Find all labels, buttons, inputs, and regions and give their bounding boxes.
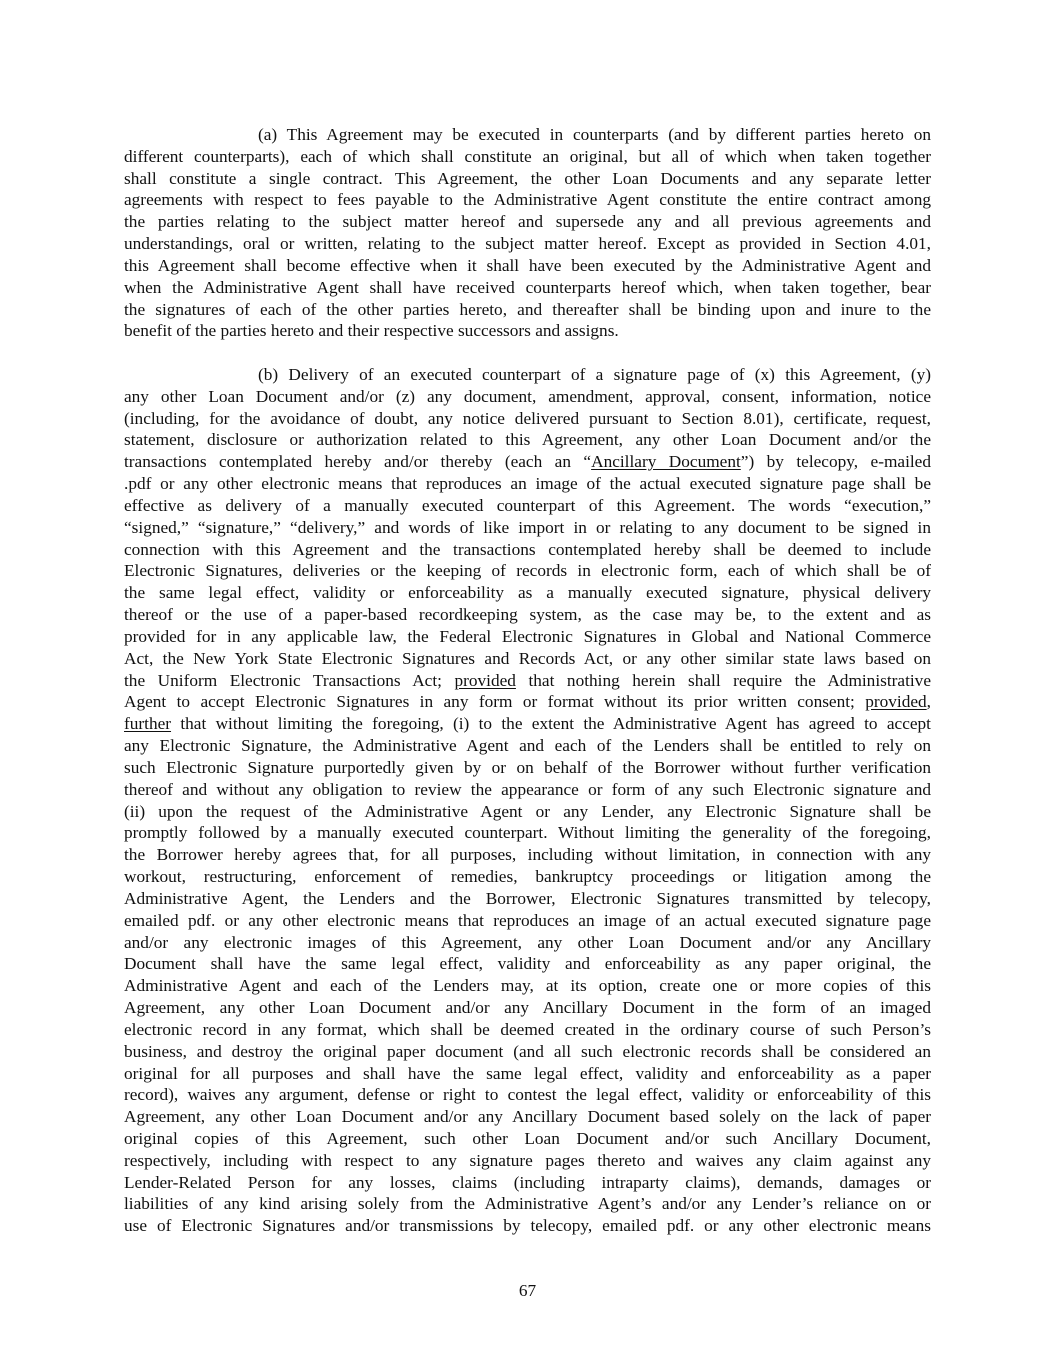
text-line (124, 975, 931, 997)
text-segment: that without limiting the foregoing, (i) to the extent the Administrative Agent has agreed to accept (171, 714, 931, 734)
text-line (124, 1106, 931, 1128)
text-segment: electronic record in any format, which shall be deemed created in the ordinary course of such Person’s (124, 1019, 931, 1039)
text-line (124, 146, 931, 168)
text-segment: any other Loan Document and/or (z) any document, amendment, approval, consent, information, notice (124, 386, 931, 406)
text-line (124, 1193, 931, 1215)
text-segment: business, and destroy the original paper document (and all such electronic records shall be considered an (124, 1041, 931, 1061)
text-line (124, 691, 931, 713)
text-line (124, 670, 931, 692)
text-line (124, 1084, 931, 1106)
text-segment: Administrative Agent and each of the Lenders may, at its option, create one or more copies of this (124, 976, 931, 996)
text-line (124, 822, 931, 844)
text-line (124, 844, 931, 866)
text-segment: Agreement, any other Loan Document and/or any Ancillary Document based solely on the lack of paper (124, 1107, 931, 1127)
underlined-term: provided (865, 692, 927, 712)
underlined-term: further (124, 714, 172, 734)
text-segment: (ii) upon the request of the Administrative Agent or any Lender, any Electronic Signature shall be (124, 801, 931, 821)
text-line (124, 582, 931, 604)
paragraph-a (124, 124, 931, 342)
text-segment: ”) by telecopy, e-mailed (740, 452, 931, 472)
text-segment: (including, for the avoidance of doubt, any notice delivered pursuant to Section 8.01), certificate, request, (124, 408, 931, 428)
text-segment: .pdf or any other electronic means that reproduces an image of the actual executed signature page shall be (124, 474, 931, 494)
text-line (124, 299, 931, 321)
text-segment: that nothing herein shall require the Administrative (515, 670, 931, 690)
text-line (124, 866, 931, 888)
text-line (124, 495, 931, 517)
text-segment: Act, the New York State Electronic Signatures and Records Act, or any other similar state laws based on (124, 648, 931, 668)
text-segment: (a) This Agreement may be executed in counterparts (and by different parties hereto on (258, 125, 931, 144)
text-segment: the same legal effect, validity or enforceability as a manually executed signature, physical delivery (124, 583, 931, 603)
text-segment: Electronic Signatures, deliveries or the keeping of records in electronic form, each of which shall be of (124, 561, 931, 581)
text-segment: Administrative Agent, the Lenders and the Borrower, Electronic Signatures transmitted by telecopy, (124, 888, 931, 908)
text-line (124, 1128, 931, 1150)
text-line (124, 539, 931, 561)
text-segment: and/or any electronic images of this Agreement, any other Loan Document and/or any Ancillary (124, 932, 931, 952)
text-line (124, 757, 931, 779)
text-segment: record), waives any argument, defense or right to contest the legal effect, validity or enforceability of this (124, 1085, 931, 1105)
text-segment: emailed pdf. or any other electronic means that reproduces an image of an actual executed signature page (124, 910, 931, 930)
text-line (124, 735, 931, 757)
text-line (124, 1063, 931, 1085)
text-line (124, 997, 931, 1019)
text-line (124, 277, 931, 299)
text-line (124, 648, 931, 670)
text-segment: different counterparts), each of which shall constitute an original, but all of which when taken together (124, 146, 931, 166)
text-line (124, 168, 931, 190)
text-segment: understandings, oral or written, relating to the subject matter hereof. Except as provided in Section 4.01, (124, 234, 931, 254)
page-number: 67 (518, 1281, 537, 1300)
text-segment: workout, restructuring, enforcement of remedies, bankruptcy proceedings or litigation among the (124, 867, 931, 887)
text-segment: promptly followed by a manually executed counterpart. Without limiting the generality of the foregoing, (124, 823, 931, 843)
text-segment: benefit of the parties hereto and their respective successors and assigns. (124, 321, 619, 341)
text-line (124, 604, 931, 626)
text-segment: this Agreement shall become effective when it shall have been executed by the Administrative Agent and (124, 255, 931, 275)
underlined-term: provided (454, 670, 516, 690)
text-segment: use of Electronic Signatures and/or transmissions by telecopy, emailed pdf. or any other electronic means (124, 1216, 931, 1236)
text-line (124, 1041, 931, 1063)
text-segment: any Electronic Signature, the Administrative Agent and each of the Lenders shall be entitled to rely on (124, 736, 931, 756)
text-line (124, 910, 931, 932)
text-segment: liabilities of any kind arising solely from the Administrative Agent’s and/or any Lender’s reliance on or (124, 1194, 931, 1214)
text-segment: effective as delivery of a manually executed counterpart of this Agreement. The words “execution,” (124, 495, 931, 515)
text-line (124, 1019, 931, 1041)
text-line (124, 429, 931, 451)
text-line (124, 888, 931, 910)
text-line (124, 255, 931, 277)
text-line (124, 1215, 931, 1237)
text-segment: agreements with respect to fees payable to the Administrative Agent constitute the entire contract among (124, 190, 931, 210)
text-line (124, 473, 931, 495)
text-segment: , (926, 692, 931, 712)
text-segment: the Borrower hereby agrees that, for all purposes, including without limitation, in connection with any (124, 845, 931, 865)
text-segment: provided for in any applicable law, the Federal Electronic Signatures in Global and National Commerce (124, 626, 931, 646)
underlined-term: Ancillary Document (591, 452, 741, 472)
text-line (124, 517, 931, 539)
text-line (124, 386, 931, 408)
text-line (124, 320, 931, 342)
text-segment: shall constitute a single contract. This Agreement, the other Loan Documents and any separate letter (124, 168, 931, 188)
text-segment: Agreement, any other Loan Document and/or any Ancillary Document in the form of an imaged (124, 998, 931, 1018)
text-segment: the signatures of each of the other parties hereto, and thereafter shall be binding upon and inure to the (124, 299, 931, 319)
text-segment: original for all purposes and shall have the same legal effect, validity and enforceability as a paper (124, 1063, 931, 1083)
text-line (124, 189, 931, 211)
text-segment: transactions contemplated hereby and/or thereby (each an “ (124, 452, 592, 472)
text-segment: the parties relating to the subject matter hereof and supersede any and all previous agreements and (124, 212, 931, 232)
text-segment: thereof or the use of a paper-based recordkeeping system, as the case may be, to the extent and as (124, 605, 931, 625)
text-line (124, 124, 931, 146)
text-line (124, 801, 931, 823)
text-line (124, 451, 931, 473)
text-line (124, 233, 931, 255)
text-line (124, 211, 931, 233)
paragraph-b (124, 364, 931, 1237)
text-segment: (b) Delivery of an executed counterpart of a signature page of (x) this Agreement, (y) (258, 365, 931, 384)
text-segment: when the Administrative Agent shall have received counterparts hereof which, when taken together, bear (124, 277, 931, 297)
text-line (124, 364, 931, 386)
text-line (124, 1150, 931, 1172)
text-line (124, 932, 931, 954)
text-line (124, 713, 931, 735)
text-segment: respectively, including with respect to any signature pages thereto and waives any claim against any (124, 1150, 931, 1170)
text-segment: “signed,” “signature,” “delivery,” and words of like import in or relating to any document to be signed in (124, 517, 931, 537)
text-line (124, 779, 931, 801)
text-segment: Agent to accept Electronic Signatures in any form or format without its prior written consent; (124, 692, 866, 712)
text-line (124, 1172, 931, 1194)
text-line (124, 408, 931, 430)
text-segment: connection with this Agreement and the transactions contemplated hereby shall be deemed to include (124, 539, 931, 559)
text-segment: thereof and without any obligation to review the appearance or form of any such Electronic signature and (124, 779, 931, 799)
text-segment: the Uniform Electronic Transactions Act; (124, 670, 455, 690)
text-line (124, 953, 931, 975)
text-segment: original copies of this Agreement, such other Loan Document and/or such Ancillary Document, (124, 1128, 931, 1148)
text-line (124, 560, 931, 582)
text-segment: Lender-Related Person for any losses, claims (including intraparty claims), demands, damages or (124, 1172, 931, 1192)
text-segment: such Electronic Signature purportedly given by or on behalf of the Borrower without further verification (124, 757, 931, 777)
text-segment: Document shall have the same legal effect, validity and enforceability as any paper original, the (124, 954, 931, 974)
text-line (124, 626, 931, 648)
text-segment: statement, disclosure or authorization related to this Agreement, any other Loan Document and/or the (124, 430, 931, 450)
